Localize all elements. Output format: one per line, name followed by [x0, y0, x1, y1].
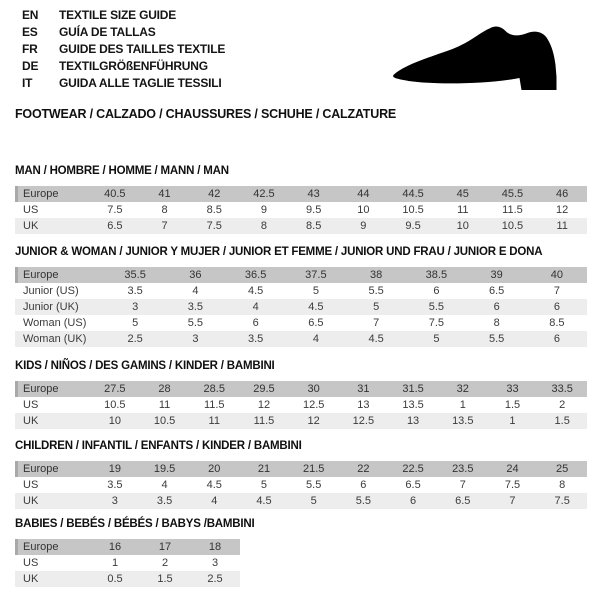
size-cell: 5.5	[187, 317, 204, 329]
table-row	[15, 493, 587, 509]
section-title: BABIES / BEBÉS / BÉBÉS / BABYS /BAMBINI	[15, 518, 255, 530]
row-label: US	[23, 557, 39, 569]
size-section	[15, 165, 587, 234]
size-cell: 6.5	[107, 220, 123, 232]
size-cell: 44	[357, 188, 370, 200]
size-cell: 7.5	[206, 220, 222, 232]
language-row	[22, 7, 225, 24]
size-cell: 6	[493, 301, 500, 313]
size-cell: 4	[211, 495, 218, 507]
size-cell: 6	[252, 317, 259, 329]
size-cell: 7	[509, 495, 516, 507]
size-cell: 4	[312, 333, 319, 345]
size-cell: 7	[373, 317, 380, 329]
section-title: JUNIOR & WOMAN / JUNIOR Y MUJER / JUNIOR ET FEMME / JUNIOR UND FRAU / JUNIOR E DONA	[15, 246, 543, 258]
size-cell: 12.5	[352, 415, 375, 427]
size-cell: 3.5	[107, 479, 123, 491]
size-cell: 10.5	[402, 204, 424, 216]
size-cell: 28.5	[203, 383, 225, 395]
size-cell: 5	[260, 479, 268, 491]
size-cell: 13	[406, 415, 420, 427]
row-label: UK	[23, 220, 39, 232]
size-cell: 42	[208, 188, 221, 200]
row-label: US	[23, 204, 39, 216]
category-line: FOOTWEAR / CALZADO / CHAUSSURES / SCHUHE / CALZATURE	[15, 107, 397, 121]
size-cell: 10.5	[104, 399, 126, 411]
size-cell: 6	[410, 495, 417, 507]
size-cell: 12	[257, 399, 271, 411]
size-section	[15, 360, 587, 429]
size-cell: 3	[111, 495, 118, 507]
size-cell: 5.5	[355, 495, 372, 507]
size-cell: 17	[158, 541, 172, 553]
size-cell: 8	[161, 204, 168, 216]
size-cell: 11	[556, 220, 568, 232]
size-cell: 4	[252, 301, 259, 313]
row-label: UK	[23, 415, 39, 427]
size-table	[15, 381, 587, 429]
section-title: KIDS / NIÑOS / DES GAMINS / KINDER / BAMBINI	[15, 360, 275, 372]
size-section	[15, 518, 587, 587]
size-cell: 4.5	[247, 285, 264, 297]
size-cell: 7	[553, 285, 560, 297]
language-code: IT	[22, 76, 33, 90]
table-row	[15, 477, 587, 493]
table-row	[15, 413, 587, 429]
size-cell: 4.5	[256, 495, 272, 507]
language-code: ES	[22, 25, 38, 39]
size-cell: 20	[208, 463, 221, 475]
table-row	[15, 218, 587, 234]
language-code: FR	[22, 42, 38, 56]
size-cell: 4.5	[206, 479, 222, 491]
size-cell: 8.5	[306, 220, 322, 232]
size-cell: 12.5	[302, 399, 325, 411]
row-label: UK	[23, 573, 39, 585]
size-cell: 21	[257, 463, 271, 475]
size-cell: 6	[553, 301, 560, 313]
size-cell: 12	[556, 204, 569, 216]
language-code: EN	[22, 8, 39, 22]
size-cell: 6.5	[308, 317, 324, 329]
size-cell: 8	[260, 220, 268, 232]
language-label: GUIDA ALLE TAGLIE TESSILI	[59, 76, 222, 90]
size-cell: 16	[108, 541, 122, 553]
table-row	[15, 186, 587, 202]
size-cell: 36	[189, 269, 202, 281]
size-cell: 7.5	[428, 317, 445, 329]
table-row	[15, 539, 240, 555]
size-cell: 6	[360, 479, 367, 491]
row-label: US	[23, 399, 39, 411]
size-cell: 1.5	[504, 399, 521, 411]
size-cell: 3	[211, 557, 219, 569]
size-cell: 41	[158, 188, 171, 200]
size-cell: 11	[208, 415, 220, 427]
size-cell: 38	[370, 269, 383, 281]
size-cell: 42.5	[253, 188, 275, 200]
size-cell: 35.5	[124, 269, 146, 281]
size-cell: 9.5	[306, 204, 322, 216]
size-cell: 1	[509, 415, 516, 427]
size-cell: 11	[158, 399, 171, 411]
size-cell: 33	[506, 383, 519, 395]
size-cell: 5.5	[488, 333, 505, 345]
size-table	[15, 461, 587, 509]
size-cell: 19.5	[153, 463, 176, 475]
size-cell: 36.5	[244, 269, 267, 281]
language-label: GUÍA DE TALLAS	[59, 25, 156, 39]
table-row	[15, 331, 587, 347]
size-cell: 9.5	[405, 220, 421, 232]
size-cell: 1	[459, 399, 466, 411]
table-row	[15, 283, 587, 299]
size-cell: 3.5	[247, 333, 264, 345]
row-label: Europe	[23, 463, 59, 475]
row-label: Europe	[23, 383, 59, 395]
size-cell: 8.5	[206, 204, 222, 216]
row-label: Woman (UK)	[23, 333, 87, 345]
size-cell: 3.5	[187, 301, 204, 313]
size-section	[15, 246, 587, 347]
size-cell: 45.5	[501, 188, 524, 200]
size-table	[15, 186, 587, 234]
size-cell: 5	[312, 285, 319, 297]
size-cell: 11.5	[203, 399, 225, 411]
size-cell: 40	[550, 269, 563, 281]
size-cell: 2.5	[207, 573, 223, 585]
table-row	[15, 397, 587, 413]
table-row	[15, 315, 587, 331]
size-cell: 33.5	[551, 383, 573, 395]
size-cell: 43	[307, 188, 320, 200]
size-cell: 10.5	[153, 415, 176, 427]
size-cell: 8	[493, 317, 500, 329]
size-cell: 11.5	[502, 204, 523, 216]
size-cell: 5	[433, 333, 440, 345]
table-row	[15, 299, 587, 315]
size-cell: 40.5	[104, 188, 126, 200]
size-cell: 7	[459, 479, 466, 491]
size-cell: 45	[456, 188, 469, 200]
size-cell: 5	[373, 301, 380, 313]
table-row	[15, 267, 587, 283]
size-cell: 22	[357, 463, 370, 475]
row-label: Junior (UK)	[23, 301, 79, 313]
size-cell: 9	[360, 220, 367, 232]
row-label: US	[23, 479, 39, 491]
size-cell: 13.5	[452, 415, 474, 427]
size-table	[15, 267, 587, 347]
size-cell: 30	[307, 383, 320, 395]
size-cell: 0.5	[107, 573, 123, 585]
size-cell: 5.5	[306, 479, 322, 491]
size-cell: 3.5	[127, 285, 143, 297]
size-cell: 11.5	[253, 415, 275, 427]
size-cell: 25	[556, 463, 569, 475]
shoe-icon	[388, 17, 584, 107]
size-cell: 18	[208, 541, 222, 553]
size-cell: 28	[158, 383, 171, 395]
size-cell: 46	[556, 188, 569, 200]
size-cell: 4.5	[368, 333, 384, 345]
row-label: Europe	[23, 188, 59, 200]
size-cell: 7.5	[504, 479, 521, 491]
language-label: TEXTILE SIZE GUIDE	[59, 8, 177, 22]
table-row	[15, 202, 587, 218]
size-cell: 8	[559, 479, 566, 491]
size-cell: 10	[456, 220, 469, 232]
size-cell: 5	[132, 317, 139, 329]
size-cell: 27.5	[104, 383, 126, 395]
section-title: CHILDREN / INFANTIL / ENFANTS / KINDER / BAMBINI	[15, 440, 302, 452]
table-row	[15, 555, 240, 571]
language-row	[22, 75, 225, 92]
size-cell: 1	[111, 557, 119, 569]
table-row	[15, 381, 587, 397]
language-code: DE	[22, 59, 39, 73]
size-cell: 5.5	[368, 285, 384, 297]
language-label: GUIDE DES TAILLES TEXTILE	[59, 42, 226, 56]
size-cell: 6	[553, 333, 560, 345]
language-row	[22, 41, 225, 58]
size-cell: 32	[456, 383, 469, 395]
size-cell: 13.5	[402, 399, 424, 411]
size-cell: 13	[357, 399, 370, 411]
size-cell: 6.5	[488, 285, 505, 297]
size-cell: 29.5	[253, 383, 275, 395]
size-cell: 7	[161, 220, 168, 232]
size-cell: 9	[260, 204, 268, 216]
size-cell: 4.5	[308, 301, 324, 313]
size-cell: 6.5	[455, 495, 471, 507]
language-row	[22, 24, 225, 41]
size-cell: 3	[132, 301, 139, 313]
size-cell: 24	[506, 463, 519, 475]
language-list	[22, 7, 225, 92]
size-cell: 6	[433, 285, 440, 297]
row-label: Europe	[23, 541, 59, 553]
size-cell: 37.5	[305, 269, 327, 281]
size-cell: 10	[357, 204, 370, 216]
size-cell: 10.5	[501, 220, 524, 232]
table-row	[15, 571, 240, 587]
size-cell: 38.5	[425, 269, 448, 281]
size-cell: 3	[192, 333, 199, 345]
size-cell: 4	[192, 285, 199, 297]
size-cell: 2.5	[127, 333, 143, 345]
size-cell: 6.5	[405, 479, 421, 491]
row-label: Europe	[23, 269, 59, 281]
size-cell: 8.5	[549, 317, 565, 329]
size-cell: 23.5	[452, 463, 474, 475]
size-cell: 21.5	[302, 463, 325, 475]
size-cell: 5	[310, 495, 317, 507]
size-cell: 31	[357, 383, 370, 395]
size-cell: 11	[457, 204, 469, 216]
size-table	[15, 539, 240, 587]
size-cell: 5.5	[428, 301, 445, 313]
size-cell: 39	[490, 269, 503, 281]
size-cell: 22.5	[402, 463, 424, 475]
size-cell: 10	[108, 415, 121, 427]
size-cell: 1.5	[554, 415, 570, 427]
size-cell: 31.5	[402, 383, 424, 395]
size-cell: 2	[559, 399, 566, 411]
size-section	[15, 440, 587, 509]
size-cell: 7.5	[554, 495, 570, 507]
row-label: Junior (US)	[23, 285, 79, 297]
language-label: TEXTILGRÖßENFÜHRUNG	[59, 59, 208, 73]
size-cell: 44.5	[402, 188, 424, 200]
row-label: Woman (US)	[23, 317, 87, 329]
size-cell: 7.5	[107, 204, 123, 216]
size-cell: 12	[307, 415, 320, 427]
size-cell: 3.5	[156, 495, 173, 507]
row-label: UK	[23, 495, 39, 507]
language-row	[22, 58, 225, 75]
table-row	[15, 461, 587, 477]
size-cell: 2	[161, 557, 169, 569]
size-cell: 19	[108, 463, 121, 475]
size-cell: 4	[161, 479, 168, 491]
size-cell: 1.5	[157, 573, 173, 585]
section-title: MAN / HOMBRE / HOMME / MANN / MAN	[15, 165, 229, 177]
